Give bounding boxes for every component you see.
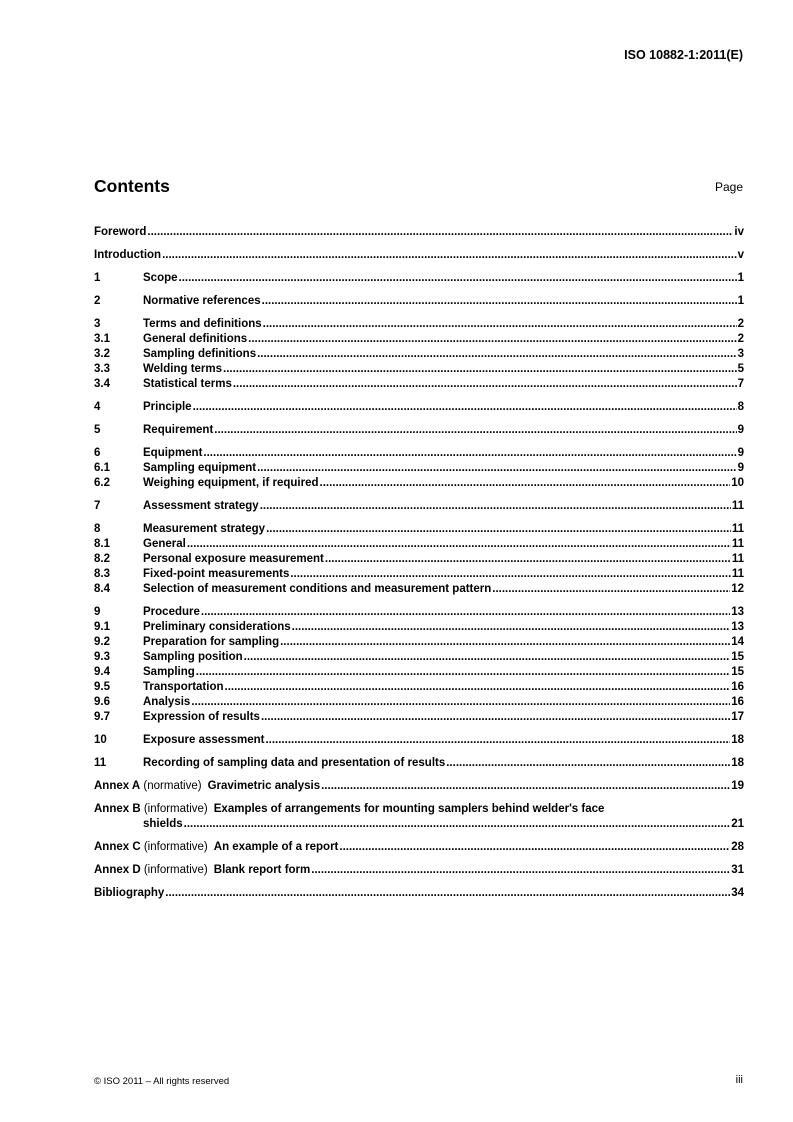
toc-title: Preparation for sampling [143,636,280,648]
toc-page: 3 [737,348,744,360]
toc-entry-7[interactable] [94,499,744,514]
annex-label: Annex C [94,841,141,853]
toc-title: Equipment [143,447,203,459]
dot-leader [193,400,737,415]
toc-title: Examples of arrangements for mounting samplers behind welder's face [213,803,605,815]
toc-entry-9-3[interactable] [94,650,744,665]
toc-entry-9-1[interactable] [94,620,744,635]
toc-page: 17 [731,711,744,723]
toc-page: 1 [737,295,744,307]
dot-leader [196,665,730,680]
dot-leader [179,271,737,286]
toc-page: 11 [731,523,744,535]
toc-entry-8-4[interactable] [94,582,744,597]
toc-number: 9 [94,606,101,618]
copyright-notice: © ISO 2011 – All rights reserved [94,1076,230,1087]
toc-title: Procedure [143,606,200,618]
toc-title: Sampling definitions [143,348,257,360]
toc-page: 18 [731,757,744,769]
toc-title: Principle [143,401,192,413]
toc-entry-annex-b[interactable] [94,802,744,817]
toc-number: 9.1 [94,621,110,633]
toc-title: Preliminary considerations [143,621,291,633]
dot-leader [266,522,731,537]
page-number: iii [735,1074,743,1086]
dot-leader [339,840,730,855]
toc-title: Fixed-point measurements [143,568,290,580]
dot-leader [162,248,737,263]
dot-leader [290,567,730,582]
toc-title: Requirement [143,424,214,436]
toc-number: 1 [94,272,101,284]
annex-label: Annex A [94,780,141,792]
annex-label: Annex B [94,803,141,815]
toc-entry-2[interactable] [94,294,744,309]
toc-page: 10 [731,477,744,489]
dot-leader [265,733,730,748]
toc-page: 19 [731,780,744,792]
toc-title: Recording of sampling data and presentation of results [143,757,446,769]
toc-title: Sampling [143,666,195,678]
annex-type: (informative) [140,864,208,876]
annex-type: (informative) [140,803,208,815]
toc-page: 11 [731,538,744,550]
toc-page: 34 [731,887,744,899]
toc-page: 21 [731,818,744,830]
dot-leader [263,317,737,332]
toc-title: An example of a report [213,841,339,853]
dot-leader [446,756,730,771]
toc-number: 8.4 [94,583,110,595]
toc-entry-9-2[interactable] [94,635,744,650]
dot-leader [311,863,730,878]
toc-page: 18 [731,734,744,746]
toc-title: Selection of measurement conditions and measurement pattern [143,583,492,595]
dot-leader [325,552,731,567]
toc-entry-annex-b-cont[interactable] [94,817,744,832]
toc-number: 4 [94,401,101,413]
toc-number: 10 [94,734,107,746]
dot-leader [201,605,730,620]
dot-leader [165,886,730,901]
dot-leader [233,377,737,392]
toc-entry-1[interactable] [94,271,744,286]
toc-entry-8-1[interactable] [94,537,744,552]
toc-page: v [737,249,744,261]
toc-title: Sampling position [143,651,243,663]
annex-label: Annex D [94,864,141,876]
toc-entry-bibliography[interactable] [94,886,744,901]
toc-title: Analysis [143,696,191,708]
toc-entry-foreword[interactable] [94,225,744,240]
toc-entry-8[interactable] [94,522,744,537]
toc-page: 16 [731,696,744,708]
toc-entry-10[interactable] [94,733,744,748]
toc-number: 9.7 [94,711,110,723]
toc-title: Introduction [94,249,162,261]
toc-number: 9.6 [94,696,110,708]
dot-leader [257,461,737,476]
toc-title-continuation: shields [143,818,183,830]
toc-page: 9 [737,462,744,474]
toc-page: 15 [731,651,744,663]
toc-number: 6 [94,447,101,459]
toc-entry-8-3[interactable] [94,567,744,582]
toc-title: Terms and definitions [143,318,262,330]
toc-page: 13 [731,621,744,633]
toc-title: Assessment strategy [143,500,259,512]
toc-page: iv [734,226,744,238]
toc-page: 11 [731,553,744,565]
toc-page: 16 [731,681,744,693]
toc-entry-annex-d[interactable] [94,863,744,878]
toc-title: Blank report form [213,864,311,876]
dot-leader [321,779,730,794]
toc-number: 9.3 [94,651,110,663]
toc-entry-6[interactable] [94,446,744,461]
toc-page: 12 [731,583,744,595]
toc-number: 9.5 [94,681,110,693]
dot-leader [184,817,731,832]
toc-entry-8-2[interactable] [94,552,744,567]
toc-entry-6-2[interactable] [94,476,744,491]
toc-number: 8.2 [94,553,110,565]
dot-leader [191,695,730,710]
toc-page: 11 [731,568,744,580]
dot-leader [292,620,731,635]
toc-entry-9-4[interactable] [94,665,744,680]
dot-leader [214,423,736,438]
toc-page: 9 [737,447,744,459]
toc-title: Personal exposure measurement [143,553,324,565]
dot-leader [260,499,731,514]
toc-entry-introduction[interactable] [94,248,744,263]
dot-leader [248,332,736,347]
toc-page: 2 [737,318,744,330]
toc-page: 11 [731,500,744,512]
dot-leader [244,650,731,665]
toc-entry-annex-c[interactable] [94,840,744,855]
toc-title: Gravimetric analysis [207,780,321,792]
dot-leader [320,476,731,491]
toc-page: 8 [737,401,744,413]
toc-number: 3.2 [94,348,110,360]
toc-entry-3-1[interactable] [94,332,744,347]
dot-leader [187,537,731,552]
dot-leader [280,635,730,650]
toc-page: 13 [731,606,744,618]
toc-title: General definitions [143,333,248,345]
dot-leader [203,446,736,461]
toc-number: 6.2 [94,477,110,489]
toc-page: 28 [731,841,744,853]
page-column-label: Page [714,180,743,194]
toc-title: Weighing equipment, if required [143,477,319,489]
toc-title: Exposure assessment [143,734,265,746]
dot-leader [261,710,730,725]
toc-number: 8 [94,523,101,535]
toc-number: 3.1 [94,333,110,345]
toc-page: 9 [737,424,744,436]
toc-entry-3-4[interactable] [94,377,744,392]
toc-title: Statistical terms [143,378,232,390]
toc-entry-5[interactable] [94,423,744,438]
toc-entry-9[interactable] [94,605,744,620]
document-id: ISO 10882-1:2011(E) [624,48,743,62]
toc-title: Normative references [143,295,261,307]
dot-leader [257,347,737,362]
toc-page: 1 [737,272,744,284]
toc-entry-9-7[interactable] [94,710,744,725]
toc-number: 11 [94,757,107,769]
toc-number: 9.4 [94,666,110,678]
toc-title: Expression of results [143,711,260,723]
toc-title: Foreword [94,226,147,238]
toc-entry-3-2[interactable] [94,347,744,362]
toc-entry-11[interactable] [94,756,744,771]
toc-page: 7 [737,378,744,390]
toc-title: Welding terms [143,363,223,375]
dot-leader [225,680,731,695]
toc-number: 7 [94,500,101,512]
annex-type: (informative) [140,841,208,853]
dot-leader [492,582,730,597]
toc-entry-annex-a[interactable] [94,779,744,794]
toc-title: Transportation [143,681,224,693]
toc-number: 6.1 [94,462,110,474]
table-of-contents [94,225,744,901]
toc-title: Bibliography [94,887,165,899]
dot-leader [147,225,733,240]
toc-number: 3.3 [94,363,110,375]
dot-leader [223,362,737,377]
toc-number: 9.2 [94,636,110,648]
toc-entry-9-6[interactable] [94,695,744,710]
contents-heading: Contents [94,176,170,196]
toc-number: 3.4 [94,378,110,390]
toc-title: Scope [143,272,178,284]
toc-title: Measurement strategy [143,523,266,535]
toc-page: 2 [737,333,744,345]
toc-number: 8.3 [94,568,110,580]
toc-page: 5 [737,363,744,375]
toc-number: 3 [94,318,101,330]
toc-number: 5 [94,424,101,436]
dot-leader [262,294,737,309]
toc-number: 8.1 [94,538,110,550]
toc-entry-6-1[interactable] [94,461,744,476]
toc-entry-3[interactable] [94,317,744,332]
toc-title: General [143,538,186,550]
toc-page: 15 [731,666,744,678]
toc-page: 14 [731,636,744,648]
toc-entry-9-5[interactable] [94,680,744,695]
toc-number: 2 [94,295,101,307]
toc-title: Sampling equipment [143,462,257,474]
toc-page: 31 [731,864,744,876]
toc-entry-4[interactable] [94,400,744,415]
annex-type: (normative) [140,780,202,792]
toc-entry-3-3[interactable] [94,362,744,377]
